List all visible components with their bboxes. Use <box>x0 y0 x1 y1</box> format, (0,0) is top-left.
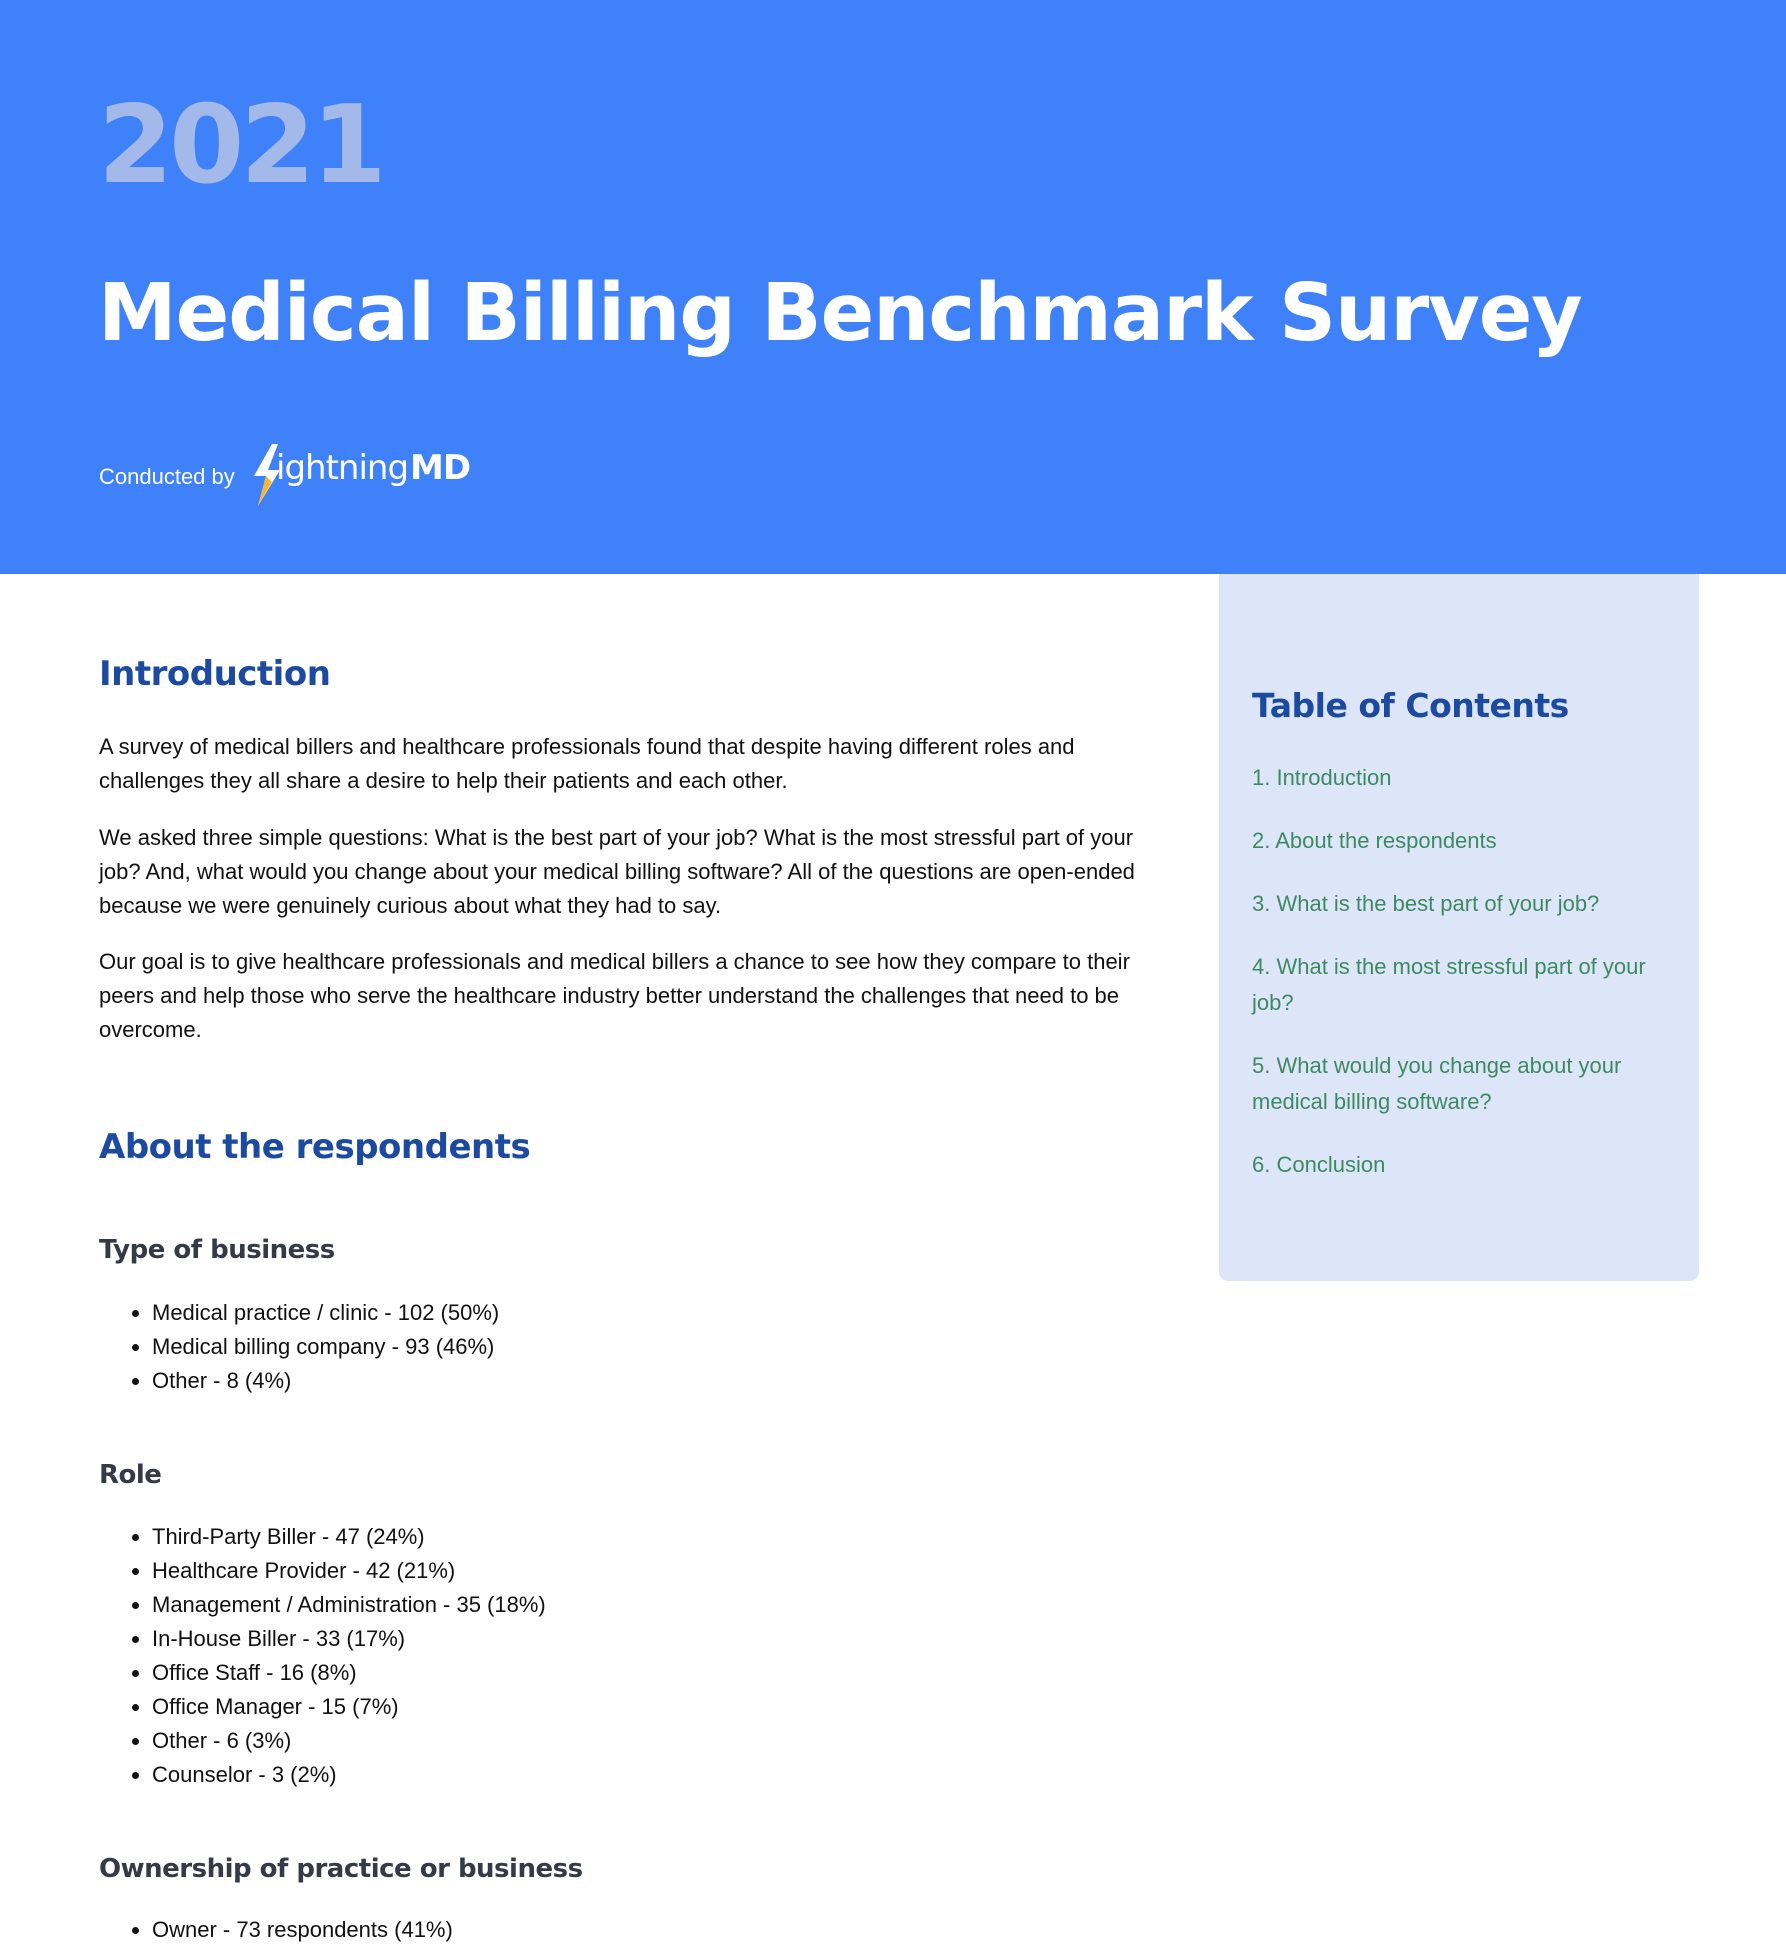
list-item: • In-House Biller - 33 (17%) <box>152 1622 546 1656</box>
list-item: • Third-Party Biller - 47 (24%) <box>152 1520 546 1554</box>
list-item: • Medical practice / clinic - 102 (50%) <box>152 1296 499 1330</box>
intro-paragraph: We asked three simple questions: What is the best part of your job? What is the most stressful part of your job? And, what would you change about your medical billing software? All of the questions are open-ended because we were genuinely curious about what they had to say. <box>99 825 1135 918</box>
list-item: • Office Staff - 16 (8%) <box>152 1656 546 1690</box>
hero-banner <box>0 0 1786 574</box>
toc-link-conclusion[interactable]: 6. Conclusion <box>1252 1152 1386 1177</box>
lightningmd-logo[interactable] <box>250 444 490 506</box>
role-list <box>152 1520 546 1792</box>
logo-wordmark: ightningMD <box>276 448 471 488</box>
intro-paragraph: A survey of medical billers and healthcare professionals found that despite having different roles and challenges they all share a desire to help their patients and each other. <box>99 734 1075 793</box>
toc-link-introduction[interactable]: 1. Introduction <box>1252 765 1392 790</box>
business-type-list <box>152 1296 499 1398</box>
toc-link-most-stressful[interactable]: 4. What is the most stressful part of your job? <box>1252 954 1646 1015</box>
toc-list <box>1252 760 1672 1210</box>
page-title: Medical Billing Benchmark Survey <box>98 267 1582 359</box>
report-year: 2021 <box>98 83 383 208</box>
respondents-heading: About the respondents <box>99 1127 531 1167</box>
ownership-heading: Ownership of practice or business <box>99 1854 583 1884</box>
table-of-contents <box>1219 574 1699 1281</box>
toc-link-software-change[interactable]: 5. What would you change about your medical billing software? <box>1252 1053 1622 1114</box>
toc-title: Table of Contents <box>1252 686 1569 725</box>
business-type-heading: Type of business <box>99 1235 335 1265</box>
list-item: • Other - 6 (3%) <box>152 1724 546 1758</box>
list-item: • Medical billing company - 93 (46%) <box>152 1330 499 1364</box>
role-heading: Role <box>99 1460 162 1490</box>
list-item: • Office Manager - 15 (7%) <box>152 1690 546 1724</box>
list-item: • Healthcare Provider - 42 (21%) <box>152 1554 546 1588</box>
intro-paragraph: Our goal is to give healthcare professionals and medical billers a chance to see how they compare to their peers and help those who serve the healthcare industry better understand the challenges that need to be overcome. <box>99 949 1130 1042</box>
ownership-list <box>152 1913 453 1947</box>
list-item: • Management / Administration - 35 (18%) <box>152 1588 546 1622</box>
list-item: • Owner - 73 respondents (41%) <box>152 1913 453 1947</box>
list-item: • Counselor - 3 (2%) <box>152 1758 546 1792</box>
toc-link-best-part[interactable]: 3. What is the best part of your job? <box>1252 891 1600 916</box>
introduction-heading: Introduction <box>99 654 331 694</box>
conducted-by-label: Conducted by <box>99 464 235 489</box>
list-item: • Other - 8 (4%) <box>152 1364 499 1398</box>
toc-link-respondents[interactable]: 2. About the respondents <box>1252 828 1497 853</box>
